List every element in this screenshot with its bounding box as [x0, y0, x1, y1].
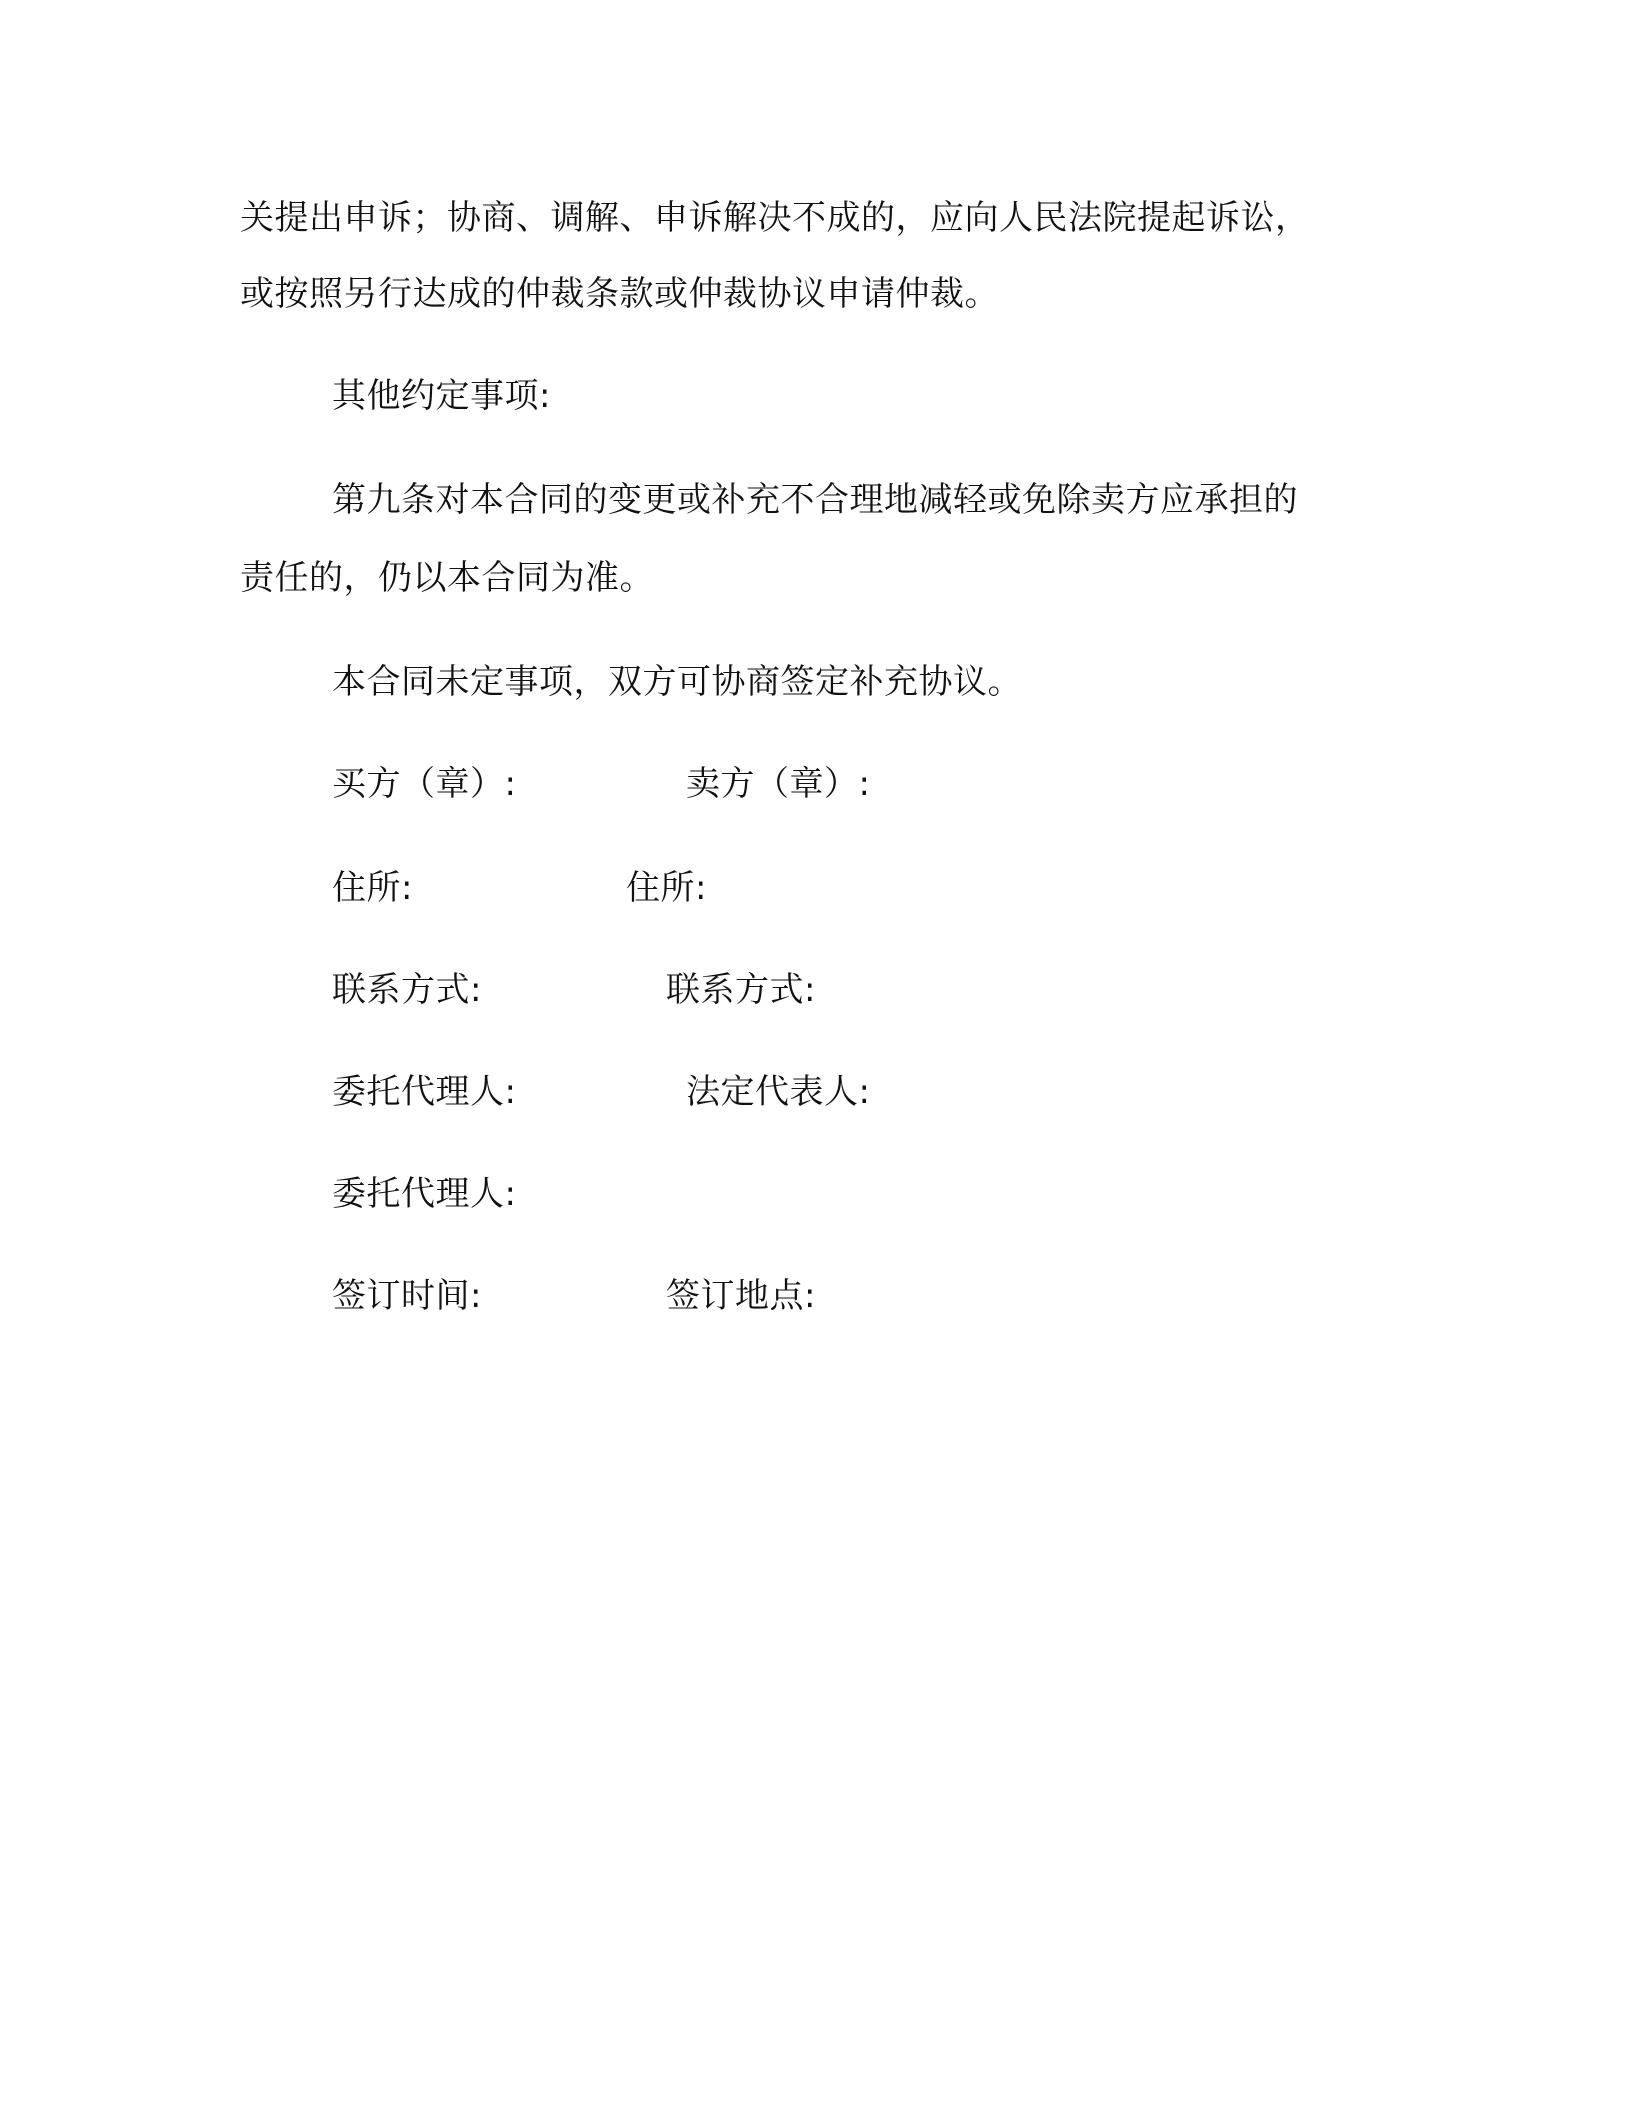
signing-time-label: 签订时间:: [332, 1276, 482, 1316]
other-terms-heading: 其他约定事项:: [332, 376, 551, 416]
seller-legal-rep-label: 法定代表人:: [686, 1072, 871, 1112]
article-9-line-2: 责任的，仍以本合同为准。: [240, 558, 654, 598]
supplement-clause: 本合同未定事项，双方可协商签定补充协议。: [332, 662, 1022, 702]
continued-paragraph-line-2: 或按照另行达成的仲裁条款或仲裁协议申请仲裁。: [240, 274, 999, 314]
seller-agent-label: 委托代理人:: [332, 1174, 517, 1214]
buyer-seal-label: 买方（章）:: [332, 764, 517, 804]
seller-address-label: 住所:: [626, 868, 707, 908]
buyer-address-label: 住所:: [332, 868, 413, 908]
seller-contact-label: 联系方式:: [666, 970, 816, 1010]
buyer-agent-label: 委托代理人:: [332, 1072, 517, 1112]
continued-paragraph-line-1: 关提出申诉；协商、调解、申诉解决不成的，应向人民法院提起诉讼，: [240, 198, 1310, 238]
buyer-contact-label: 联系方式:: [332, 970, 482, 1010]
signing-place-label: 签订地点:: [666, 1276, 816, 1316]
seller-seal-label: 卖方（章）:: [686, 764, 871, 804]
article-9-line-1: 第九条对本合同的变更或补充不合理地减轻或免除卖方应承担的: [332, 480, 1298, 520]
